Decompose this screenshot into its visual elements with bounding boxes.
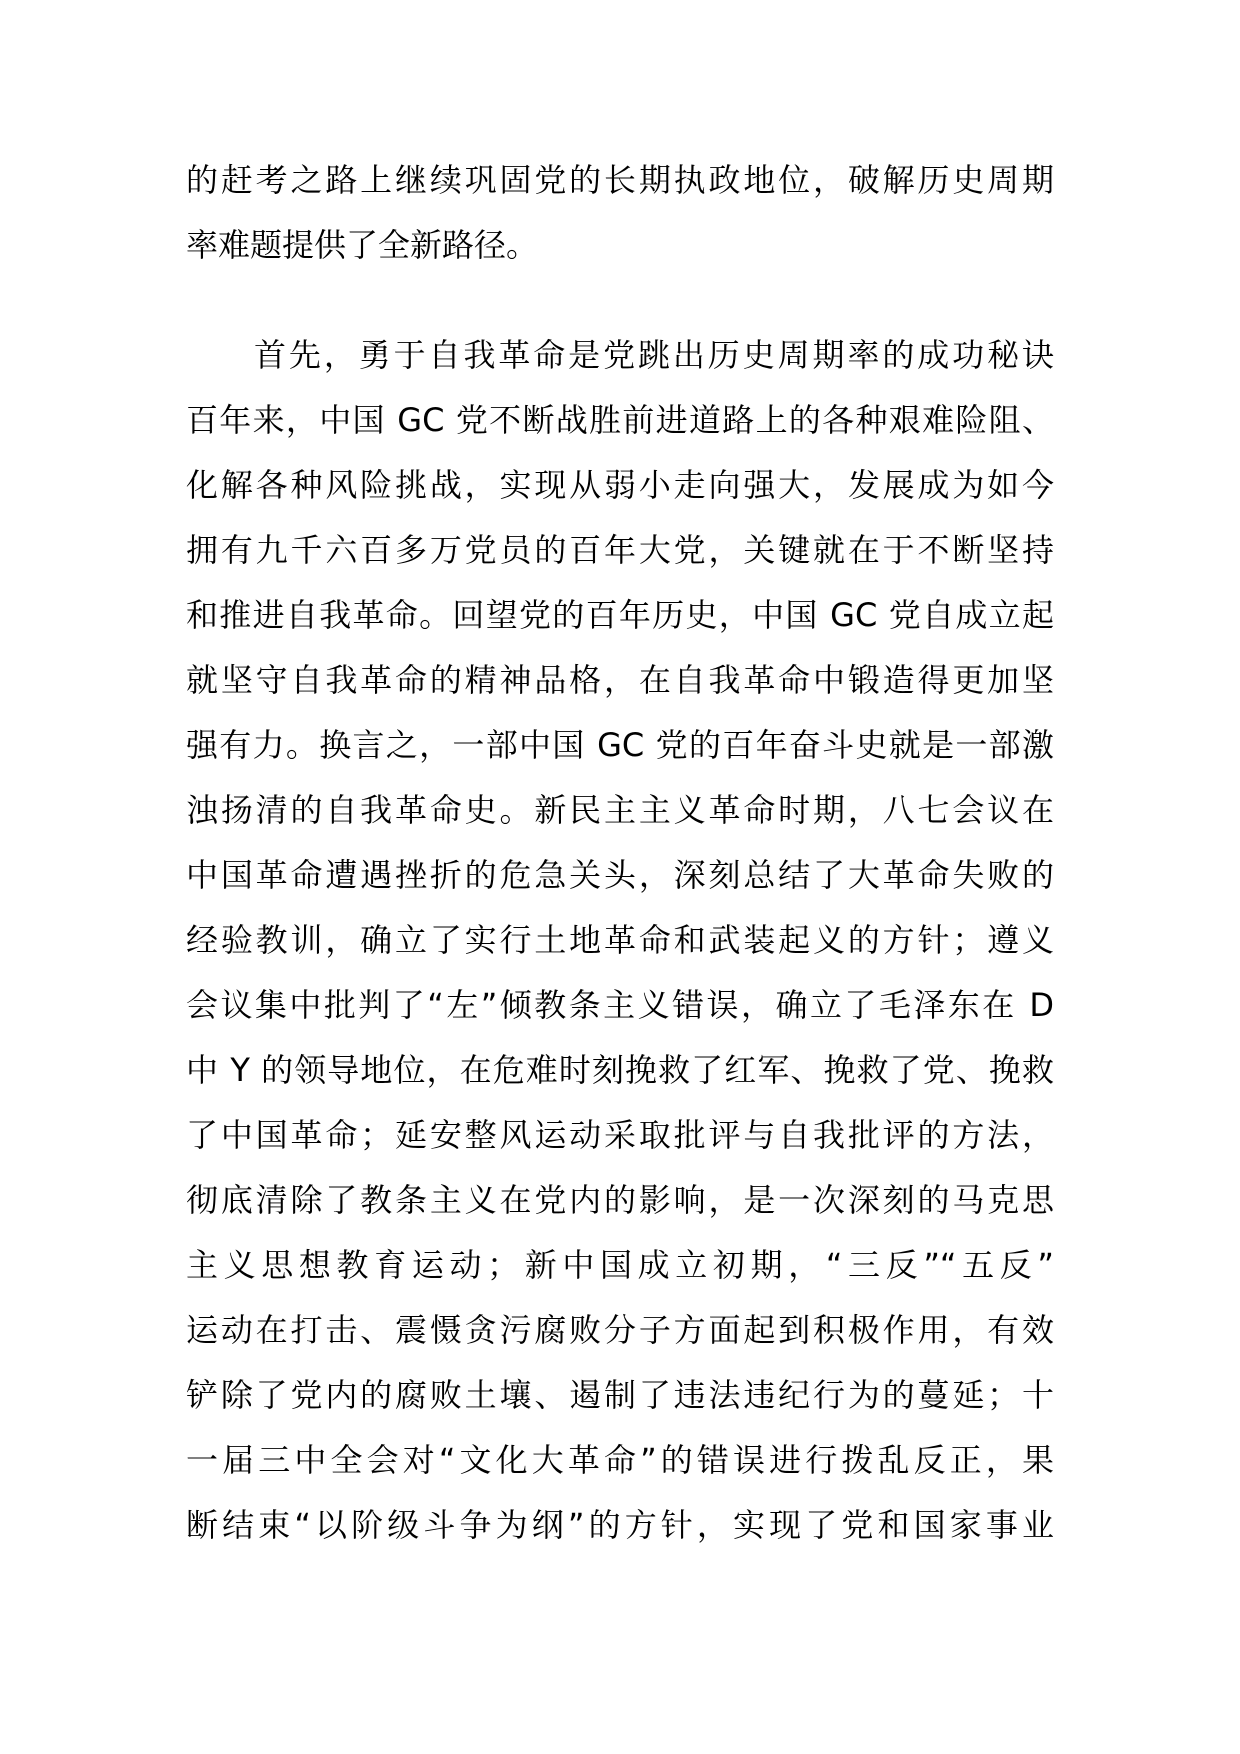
paragraph-1-line-1: 的赶考之路上继续巩固党的长期执政地位，破解历史周期 [186,161,1054,199]
paragraph-2-line-4: 拥有九千六百多万党员的百年大党，关键就在于不断坚持 [186,531,1054,569]
paragraph-2 [186,323,1054,1558]
paragraph-2-line-18: 一届三中全会对“文化大革命”的错误进行拨乱反正，果 [186,1441,1054,1479]
paragraph-2-line-9: 中国革命遭遇挫折的危急关头，深刻总结了大革命失败的 [186,856,1054,894]
paragraph-2-line-12: 中 Y 的领导地位，在危难时刻挽救了红军、挽救了党、挽救 [186,1051,1054,1089]
paragraph-2-line-16: 运动在打击、震慑贪污腐败分子方面起到积极作用，有效 [186,1311,1054,1349]
paragraph-2-line-19: 断结束“以阶级斗争为纲”的方针，实现了党和国家事业 [186,1506,1054,1544]
paragraph-2-line-2: 百年来，中国 GC 党不断战胜前进道路上的各种艰难险阻、 [186,401,1054,439]
paragraph-2-line-7: 强有力。换言之，一部中国 GC 党的百年奋斗史就是一部激 [186,726,1054,764]
paragraph-2-line-14: 彻底清除了教条主义在党内的影响，是一次深刻的马克思 [186,1181,1054,1219]
paragraph-2-line-8: 浊扬清的自我革命史。新民主主义革命时期，八七会议在 [186,791,1054,829]
paragraph-1 [186,148,1054,278]
paragraph-2-line-10: 经验教训，确立了实行土地革命和武装起义的方针；遵义 [186,921,1054,959]
paragraph-2-line-15: 主义思想教育运动；新中国成立初期，“三反”“五反” [186,1246,1054,1284]
paragraph-2-line-11: 会议集中批判了“左”倾教条主义错误，确立了毛泽东在 D [186,986,1054,1024]
paragraph-2-line-1: 首先，勇于自我革命是党跳出历史周期率的成功秘诀 [254,336,1054,374]
paragraph-2-line-6: 就坚守自我革命的精神品格，在自我革命中锻造得更加坚 [186,661,1054,699]
paragraph-2-line-13: 了中国革命；延安整风运动采取批评与自我批评的方法， [186,1116,1054,1154]
paragraph-1-line-2: 率难题提供了全新路径。 [186,226,539,264]
paragraph-2-line-3: 化解各种风险挑战，实现从弱小走向强大，发展成为如今 [186,466,1054,504]
paragraph-2-line-17: 铲除了党内的腐败土壤、遏制了违法违纪行为的蔓延；十 [186,1376,1054,1414]
paragraph-2-line-5: 和推进自我革命。回望党的百年历史，中国 GC 党自成立起 [186,596,1054,634]
